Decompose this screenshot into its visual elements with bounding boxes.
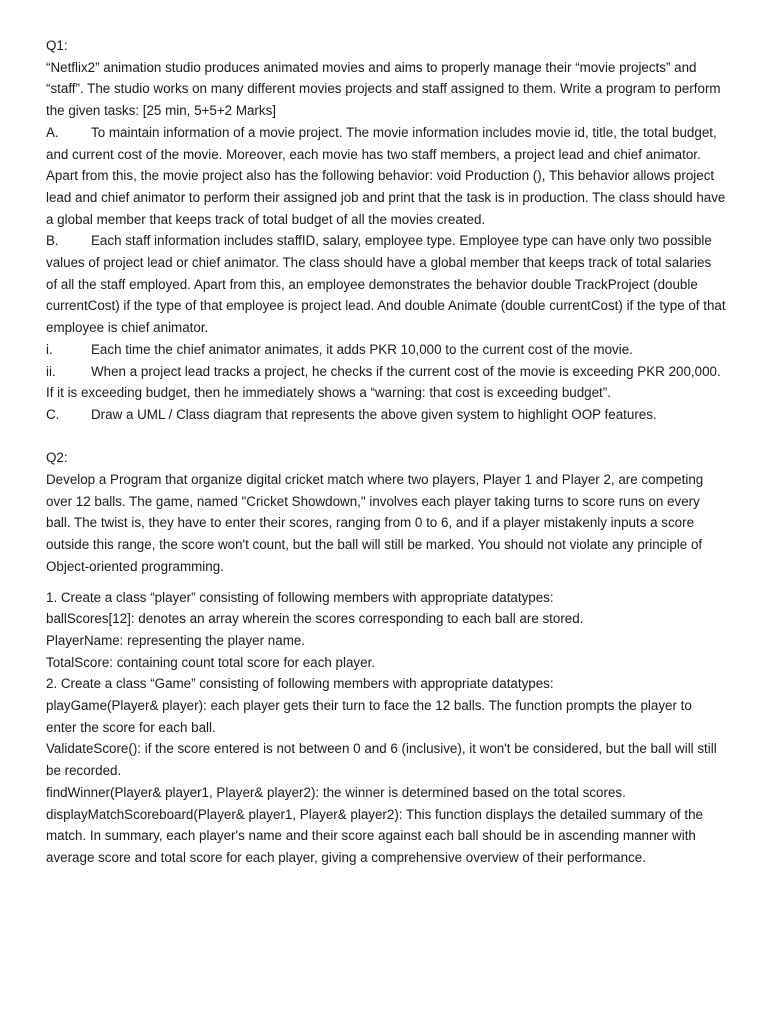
spacer xyxy=(46,578,726,587)
part-text: To maintain information of a movie project. The movie information includes movie id, title, the total budget, and current cost of the movie. Moreover, each movie has two staff members, a project lead and chief animator. Apart from this, the movie project also has the following behavior: void Production (), This behavior allows project lead and chief animator to perform their assigned job and print that the task is in production. The class should have a global member that keeps track of total budget of all the movies created. xyxy=(46,124,726,227)
question-2-line-6: playGame(Player& player): each player gets their turn to face the 12 balls. The function prompts the player to enter the score for each ball. xyxy=(46,698,692,735)
question-2-line-5: 2. Create a class “Game” consisting of following members with appropriate datatypes: xyxy=(46,676,554,692)
part-marker: C. xyxy=(46,406,60,422)
part-text: Draw a UML / Class diagram that represents the above given system to highlight OOP features. xyxy=(91,406,657,422)
part-text: Each staff information includes staffID, salary, employee type. Employee type can have only two possible values of project lead or chief animator. The class should have a global member that keeps track of total salaries of all the staff employed. Apart from this, an employee demonstrates the behavior double TrackProject (double currentCost) if the type of that employee is project lead. And double Animate (double currentCost) if the type of that employee is chief animator. xyxy=(46,233,726,336)
question-1-part-b-ii xyxy=(46,361,726,404)
question-2-line-2: ballScores[12]: denotes an array wherein the scores corresponding to each ball are stored. xyxy=(46,611,584,627)
question-2-line-1: 1. Create a class “player” consisting of following members with appropriate datatypes: xyxy=(46,589,554,605)
part-marker: A. xyxy=(46,124,59,140)
question-1-part-c xyxy=(46,404,726,426)
part-text: Each time the chief animator animates, it adds PKR 10,000 to the current cost of the movie. xyxy=(91,341,633,357)
document-page xyxy=(46,35,726,869)
question-2-line-8: findWinner(Player& player1, Player& player2): the winner is determined based on the total scores. xyxy=(46,784,626,800)
question-1 xyxy=(46,35,726,426)
question-1-part-a xyxy=(46,122,726,231)
question-2-heading: Q2: xyxy=(46,450,68,466)
question-2-line-4: TotalScore: containing count total score for each player. xyxy=(46,654,376,670)
question-2-line-3: PlayerName: representing the player name. xyxy=(46,632,306,648)
part-marker: ii. xyxy=(46,363,56,379)
spacer xyxy=(46,426,726,448)
question-2-intro: Develop a Program that organize digital cricket match where two players, Player 1 and Player 2, are competing over 12 balls. The game, named "Cricket Showdown," involves each player taking turns to score runs on every ball. The twist is, they have to enter their scores, ranging from 0 to 6, and if a player mistakenly inputs a score outside this range, the score won't count, but the ball will still be marked. You should not violate any principle of Object-oriented programming. xyxy=(46,472,704,574)
part-text: When a project lead tracks a project, he checks if the current cost of the movie is exceeding PKR 200,000. If it is exceeding budget, then he immediately shows a “warning: that cost is exceeding budget”. xyxy=(46,363,721,401)
question-2-line-9: displayMatchScoreboard(Player& player1, Player& player2): This function displays the detailed summary of the match. In summary, each player's name and their score against each ball should be in ascending manner with average score and total score for each player, giving a comprehensive overview of their performance. xyxy=(46,806,703,865)
question-2 xyxy=(46,447,726,868)
question-1-part-b-i xyxy=(46,339,726,361)
part-marker: i. xyxy=(46,341,53,357)
question-1-intro: “Netflix2” animation studio produces animated movies and aims to properly manage their “movie projects” and “staff”. The studio works on many different movies projects and staff assigned to them. Write a program to perform the given tasks: [25 min, 5+5+2 Marks] xyxy=(46,59,721,119)
question-2-line-7: ValidateScore(): if the score entered is not between 0 and 6 (inclusive), it won't be considered, but the ball will still be recorded. xyxy=(46,741,717,779)
question-1-part-b xyxy=(46,230,726,339)
part-marker: B. xyxy=(46,233,59,249)
question-1-heading: Q1: xyxy=(46,38,68,53)
